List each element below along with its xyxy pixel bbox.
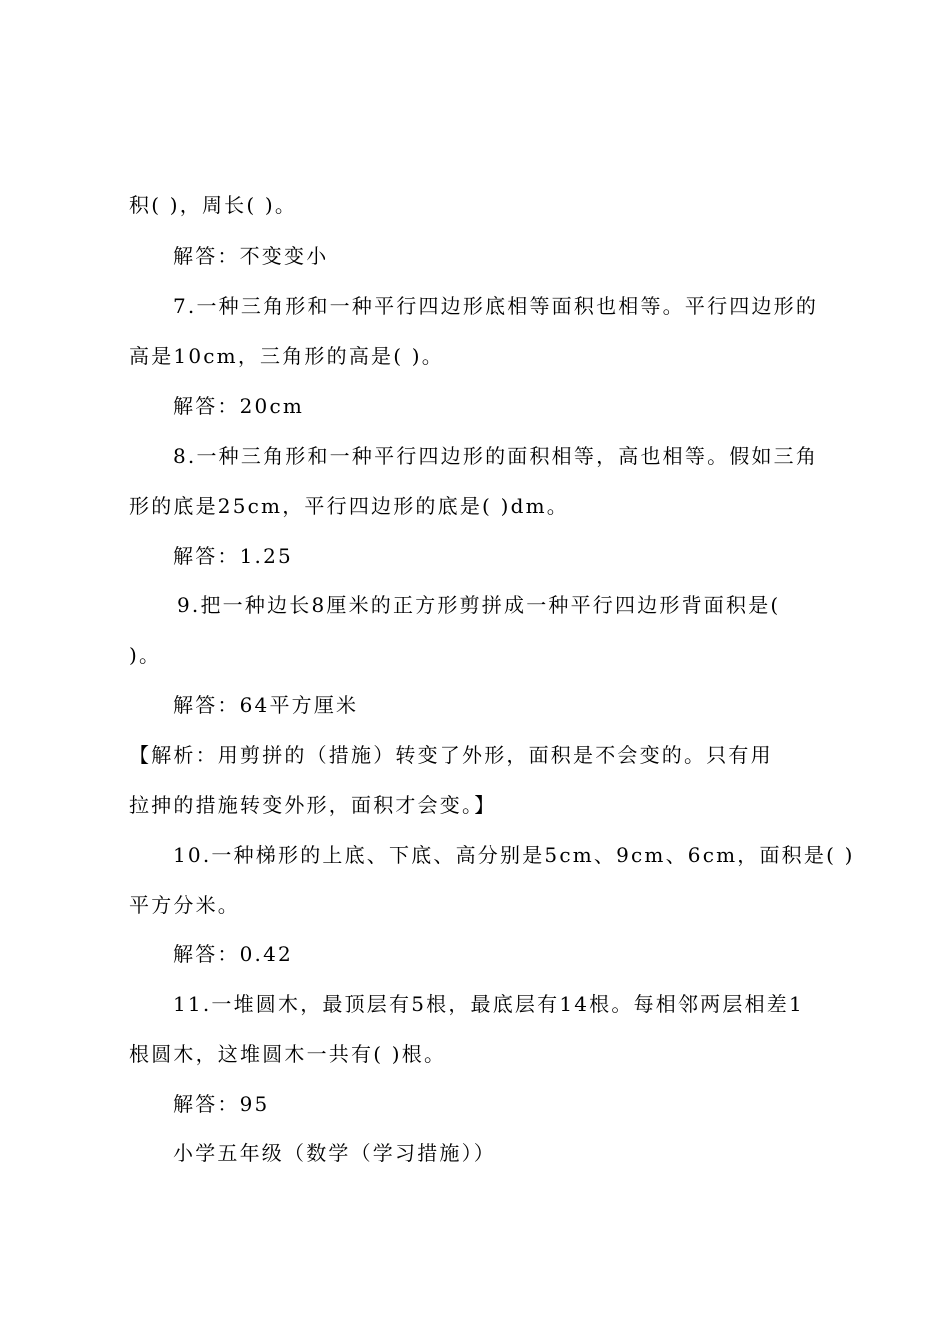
question-7-line-2: 高是10cm，三角形的高是( )。	[129, 344, 444, 368]
question-11-line-2: 根圆木，这堆圆木一共有( )根。	[129, 1042, 447, 1066]
answer-8: 解答：1.25	[173, 544, 293, 568]
answer-11: 解答：95	[173, 1092, 270, 1116]
analysis-9-line-2: 拉抻的措施转变外形，面积才会变。】	[129, 793, 497, 817]
analysis-9-line-1: 【解析：用剪拼的（措施）转变了外形，面积是不会变的。只有用	[129, 743, 773, 767]
answer-9: 解答：64平方厘米	[173, 693, 359, 717]
question-7-line-1: 7.一种三角形和一种平行四边形底相等面积也相等。平行四边形的	[173, 294, 819, 318]
question-9-line-2: )。	[129, 643, 162, 667]
question-11-line-1: 11.一堆圆木，最顶层有5根，最底层有14根。每相邻两层相差1	[173, 992, 804, 1016]
question-6-continuation: 积( )，周长( )。	[129, 193, 298, 217]
answer-10: 解答：0.42	[173, 942, 293, 966]
answer-6: 解答：不变变小	[173, 244, 329, 268]
question-10-line-2: 平方分米。	[129, 893, 240, 917]
section-heading: 小学五年级（数学（学习措施））	[173, 1141, 496, 1165]
answer-7: 解答：20cm	[173, 394, 305, 418]
question-10-line-1: 10.一种梯形的上底、下底、高分别是5cm、9cm、6cm，面积是( )	[173, 843, 855, 867]
question-8-line-1: 8.一种三角形和一种平行四边形的面积相等，高也相等。假如三角	[173, 444, 819, 468]
question-8-line-2: 形的底是25cm，平行四边形的底是( )dm。	[129, 494, 569, 518]
question-9-line-1: 9.把一种边长8厘米的正方形剪拼成一种平行四边形背面积是(	[177, 593, 781, 617]
